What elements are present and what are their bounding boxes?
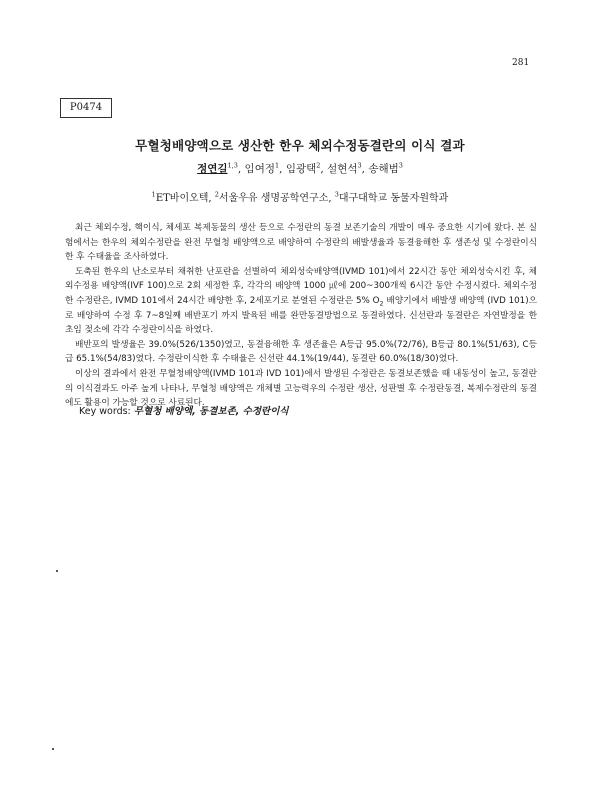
abstract-paragraph: 배반포의 발생율은 39.0%(526/1350)였고, 동결융해한 후 생존율은 A등급 95.0%(72/76), B등급 80.1%(51/63), C등급 65.1%(54/83)였다. 수정란이식한 후 수태율은 신선란 44.1%(19/44), 동결란 60.0%(18/30)였다.	[65, 339, 537, 365]
author-affiliation-mark: 2	[316, 161, 321, 170]
author-separator: ,	[237, 163, 245, 175]
author-name: 임광택	[285, 163, 317, 175]
abstract-paragraph	[65, 265, 537, 338]
oxygen-subscript: 2	[379, 299, 384, 308]
author-affiliation-mark: 1,3	[227, 161, 238, 170]
author-name: 정연길	[197, 163, 228, 175]
keywords-label: Key words:	[79, 406, 134, 417]
author-name: 송해범	[368, 163, 399, 175]
affiliation-mark: 3	[334, 190, 339, 199]
paragraph-text: 도축된 한우의 난소로부터 채취한 난포란을 선별하여 체외성숙배양액(IVMD 101)에서 22시간 동안 체외성숙시킨 후, 체외수정용 배양액(IVF 100)으로 2회 세정한 후, 각각의 배양액 1000 ㎕에 200~300개씩 6시간 동안 수정시켰다. 체외수정한 수정란은, IVMD 101에서 24시간 배양한 후, 2세포기로 분열된 수정란은 5% O	[65, 266, 537, 306]
scan-speck	[56, 570, 58, 572]
paragraph-text: 배양기에서 배발생 배양액 (IVD 101)으로 배양하여 수정 후 7~8일째 배반포기 까지 발육된 배를 완만동결방법으로 동결하였다. 신선란과 동결란은 자연발정을 한 초임 젖소에 각각 수정란이식을 하였다.	[65, 295, 537, 336]
affiliation-text: 서울우유 생명공학연구소,	[218, 193, 335, 204]
paper-title: 무혈청배양액으로 생산한 한우 체외수정동결란의 이식 결과	[135, 138, 465, 153]
affiliation-mark: 1	[151, 190, 156, 199]
abstract-paragraph: 최근 체외수정, 핵이식, 체세포 복제동물의 생산 등으로 수정란의 동결 보존기술의 개발이 매우 중요한 시기에 왔다. 본 실험에서는 한우의 체외수정란을 완전 무혈청 배양액으로 배양하여 수정란의 배발생율과 동결융해한 후 생존성 및 수정란이식한 후 수태율을 조사하였다.	[65, 223, 537, 263]
keywords-line	[79, 403, 289, 417]
keywords-values: 무혈청 배양액, 동결보존, 수정란이식	[133, 406, 289, 417]
affiliation-list	[0, 189, 600, 204]
author-affiliation-mark: 3	[398, 161, 403, 170]
author-separator: ,	[320, 163, 328, 175]
author-affiliation-mark: 3	[357, 161, 362, 170]
abstract-paragraph: 이상의 결과에서 완전 무혈청배양액(IVMD 101과 IVD 101)에서 발생된 수정란은 동결보존했을 때 내동성이 높고, 동결란의 이식결과도 아주 높게 나타나, 무혈청 배양액은 개체별 고능력우의 수정란 생산, 성판별 후 수정란동결, 복제수정란의 동결에도 활용이 가능할 것으로 사료된다.	[65, 368, 537, 409]
author-list	[0, 161, 600, 176]
author-separator: ,	[279, 163, 286, 175]
author-name: 설현석	[327, 163, 358, 175]
author-separator: ,	[361, 163, 369, 175]
affiliation-text: 대구대학교 동물자원학과	[338, 193, 449, 204]
abstract-body	[65, 221, 537, 411]
author-affiliation-mark: 1	[274, 161, 280, 170]
page-number: 281	[512, 58, 530, 68]
author-name: 임여정	[244, 163, 275, 175]
scan-speck	[52, 748, 54, 750]
affiliation-text: ET바이오텍,	[155, 193, 215, 204]
affiliation-mark: 2	[214, 190, 219, 199]
abstract-code-box: P0474	[60, 98, 112, 118]
